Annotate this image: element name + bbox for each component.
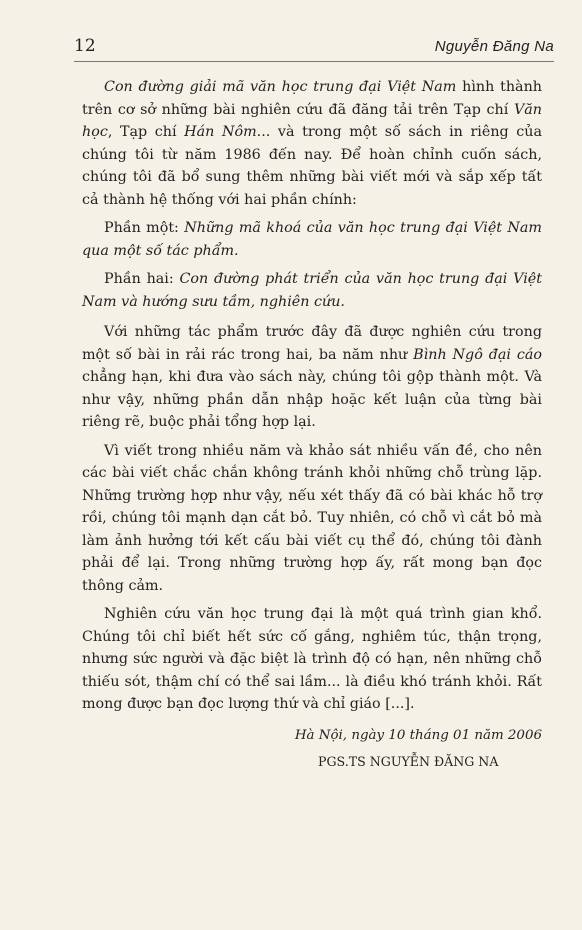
author-signature: PGS.TS NGUYỄN ĐĂNG NA — [318, 753, 499, 769]
paragraph-closing: Nghiên cứu văn học trung đại là một quá trình gian khổ. Chúng tôi chỉ biết hết sức cố gắng, nghiêm túc, thận trọng, nhưng sức người và đặc biệt là trình độ có hạn, nên những chỗ thiếu sót, thậm chí có thể sai lầm... là điều khó tránh khỏi. Rất mong được bạn đọc lượng thứ và chỉ giáo [...]. — [82, 606, 542, 712]
date-line: Hà Nội, ngày 10 tháng 01 năm 2006 — [294, 727, 542, 743]
page-number: 12 — [74, 36, 96, 56]
signoff — [82, 726, 542, 772]
part-one: Phần một: Những mã khoá của văn học trung đại Việt Nam qua một số tác phẩm. — [82, 220, 542, 259]
part-two: Phần hai: Con đường phát triển của văn học trung đại Việt Nam và hướng sưu tầm, nghiên cứu. — [82, 271, 542, 310]
paragraph-intro: Con đường giải mã văn học trung đại Việt Nam hình thành trên cơ sở những bài nghiên cứu đã đăng tải trên Tạp chí Văn học, Tạp chí Hán Nôm... và trong một số sách in riêng của chúng tôi từ năm 1986 đến nay. Để hoàn chỉnh cuốn sách, chúng tôi đã bổ sung thêm những bài viết mới và sắp xếp tất cả thành hệ thống với hai phần chính: — [82, 79, 543, 208]
page-header — [74, 36, 554, 62]
paragraph-merging: Với những tác phẩm trước đây đã được nghiên cứu trong một số bài in rải rác trong hai, ba năm như Bình Ngô đại cáo chẳng hạn, khi đưa vào sách này, chúng tôi gộp thành một. Và như vậy, những phần dẫn nhập hoặc kết luận của từng bài riêng rẽ, buộc phải tổng hợp lại. — [82, 324, 542, 430]
paragraph-overlap: Vì viết trong nhiều năm và khảo sát nhiều vấn đề, cho nên các bài viết chắc chắn không tránh khỏi những chỗ trùng lặp. Những trường hợp như vậy, nếu xét thấy đã có bài khác hỗ trợ rồi, chúng tôi mạnh dạn cắt bỏ. Tuy nhiên, có chỗ vì cắt bỏ mà làm ảnh hưởng tới kết cấu bài viết cụ thể đó, chúng tôi đành phải để lại. Trong những trường hợp ấy, rất mong bạn đọc thông cảm. — [82, 442, 542, 594]
running-head: Nguyễn Đăng Na — [434, 38, 554, 55]
page-body — [82, 76, 542, 772]
book-title: Con đường giải mã văn học trung đại Việt Nam — [104, 79, 457, 95]
